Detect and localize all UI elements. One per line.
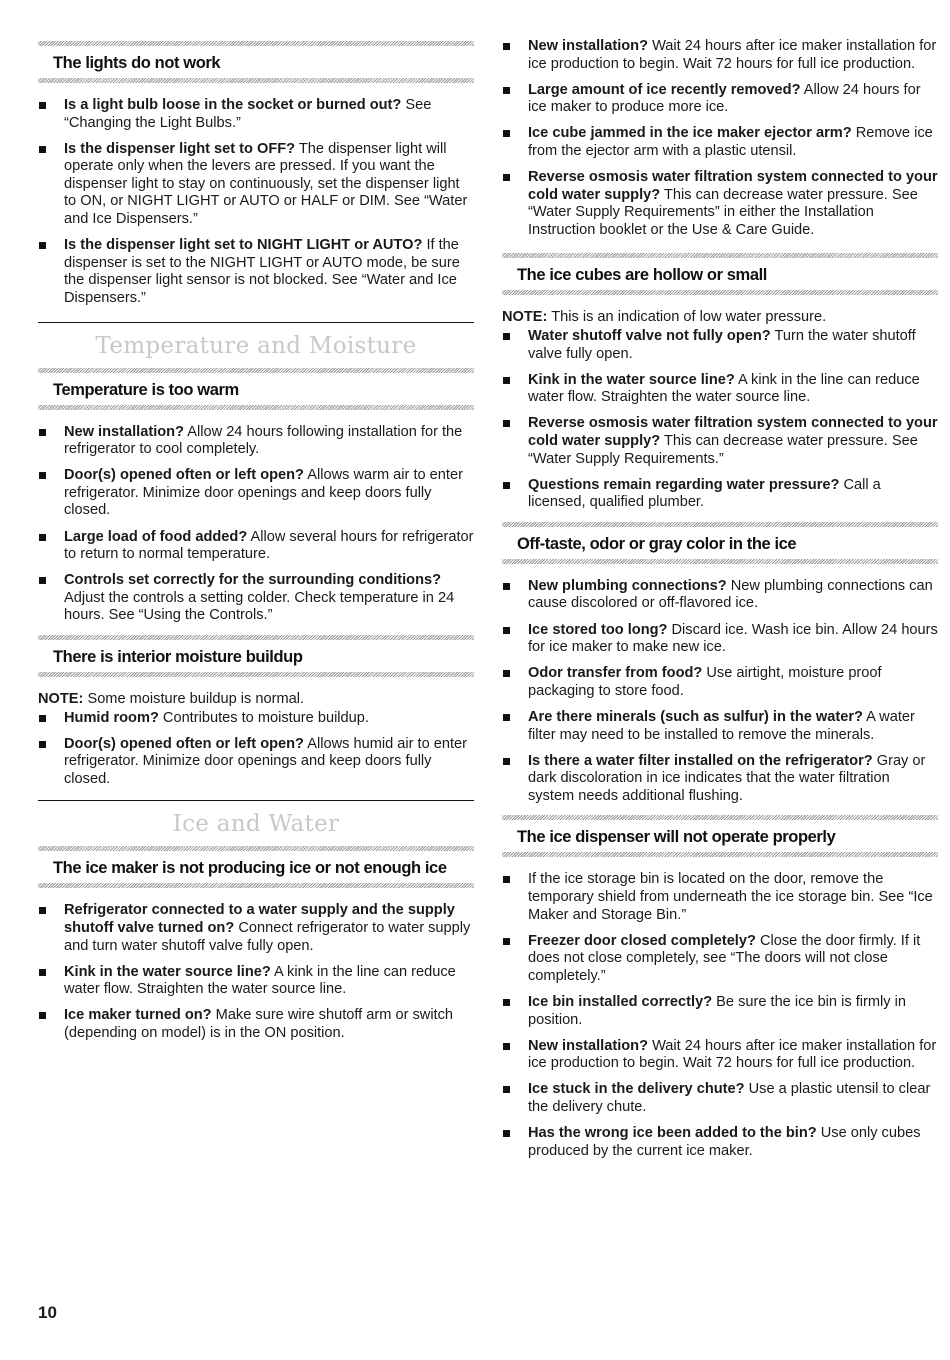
subheading-off-taste: Off-taste, odor or gray color in the ice bbox=[517, 534, 797, 553]
list-item: Questions remain regarding water pressure? Call a licensed, qualified plumber. bbox=[502, 477, 938, 512]
list-item: Large amount of ice recently removed? Allow 24 hours for ice maker to produce more ice. bbox=[502, 82, 938, 117]
list-item: Kink in the water source line? A kink in the line can reduce water flow. Straighten the water source line. bbox=[38, 964, 474, 999]
hollow-ice-list bbox=[502, 328, 938, 512]
list-item: New plumbing connections? New plumbing connections can cause discolored or off-flavored ice. bbox=[502, 578, 938, 613]
list-item: Has the wrong ice been added to the bin? Use only cubes produced by the current ice maker. bbox=[502, 1125, 938, 1160]
list-item: Reverse osmosis water filtration system connected to your cold water supply? This can decrease water pressure. See “Water Supply Requirements” in either the Installation Instruction booklet or the Use & Care Guide. bbox=[502, 169, 938, 239]
list-item: Reverse osmosis water filtration system connected to your cold water supply? This can decrease water pressure. See “Water Supply Requirements.” bbox=[502, 415, 938, 468]
hatch-divider bbox=[38, 41, 474, 46]
section-heading-ice-water: Ice and Water bbox=[172, 811, 340, 838]
list-item: Is the dispenser light set to OFF? The dispenser light will operate only when the levers are pressed. If you want the dispenser light to stay on continuously, set the dispenser light to ON, or NIGHT LIGHT or AUTO or HALF or DIM. See “Water and Ice Dispensers.” bbox=[38, 141, 474, 229]
list-item: Ice bin installed correctly? Be sure the ice bin is firmly in position. bbox=[502, 994, 938, 1029]
lights-list bbox=[38, 97, 474, 308]
subheading-hollow-ice: The ice cubes are hollow or small bbox=[517, 266, 767, 285]
continued-list bbox=[502, 38, 938, 239]
too-warm-list bbox=[38, 424, 474, 625]
list-item: Odor transfer from food? Use airtight, moisture proof packaging to store food. bbox=[502, 665, 938, 700]
moisture-list bbox=[38, 710, 474, 789]
list-item: Water shutoff valve not fully open? Turn the water shutoff valve fully open. bbox=[502, 328, 938, 363]
hatch-divider bbox=[38, 883, 474, 888]
list-item: Door(s) opened often or left open? Allows warm air to enter refrigerator. Minimize door openings and keep doors fully closed. bbox=[38, 467, 474, 520]
list-item: Kink in the water source line? A kink in the line can reduce water flow. Straighten the water source line. bbox=[502, 372, 938, 407]
hatch-divider bbox=[502, 253, 938, 258]
list-item: New installation? Wait 24 hours after ice maker installation for ice production to begin. Wait 72 hours for full ice production. bbox=[502, 38, 938, 73]
left-column bbox=[38, 0, 474, 1051]
hatch-divider bbox=[502, 815, 938, 820]
not-enough-ice-list bbox=[38, 902, 474, 1042]
page-number: 10 bbox=[38, 1303, 57, 1322]
right-column bbox=[502, 0, 938, 1169]
hatch-divider bbox=[38, 368, 474, 373]
list-item: New installation? Wait 24 hours after ice maker installation for ice production to begin. Wait 72 hours for full ice production. bbox=[502, 1038, 938, 1073]
section-heading-temperature-moisture: Temperature and Moisture bbox=[95, 332, 417, 359]
list-item: Humid room? Contributes to moisture buildup. bbox=[38, 710, 474, 728]
list-item: Ice stuck in the delivery chute? Use a plastic utensil to clear the delivery chute. bbox=[502, 1081, 938, 1116]
list-item: New installation? Allow 24 hours following installation for the refrigerator to cool completely. bbox=[38, 424, 474, 459]
list-item: Large load of food added? Allow several hours for refrigerator to return to normal temperature. bbox=[38, 529, 474, 564]
list-item: Is there a water filter installed on the refrigerator? Gray or dark discoloration in ice indicates that the water filtration system needs additional flushing. bbox=[502, 753, 938, 806]
hatch-divider bbox=[502, 522, 938, 527]
hatch-divider bbox=[38, 635, 474, 640]
off-taste-list bbox=[502, 578, 938, 806]
subheading-not-enough-ice: The ice maker is not producing ice or not enough ice bbox=[53, 859, 447, 878]
note: NOTE: This is an indication of low water pressure. bbox=[502, 309, 827, 326]
list-item: If the ice storage bin is located on the door, remove the temporary shield from underneath the ice storage bin. See “Ice Maker and Storage Bin.” bbox=[502, 871, 938, 924]
hatch-divider bbox=[38, 405, 474, 410]
hatch-divider bbox=[502, 290, 938, 295]
list-item: Ice cube jammed in the ice maker ejector arm? Remove ice from the ejector arm with a plastic utensil. bbox=[502, 125, 938, 160]
list-item: Is a light bulb loose in the socket or burned out? See “Changing the Light Bulbs.” bbox=[38, 97, 474, 132]
hatch-divider bbox=[38, 846, 474, 851]
hatch-divider bbox=[38, 672, 474, 677]
list-item: Ice maker turned on? Make sure wire shutoff arm or switch (depending on model) is in the ON position. bbox=[38, 1007, 474, 1042]
hatch-divider bbox=[38, 78, 474, 83]
hatch-divider bbox=[502, 559, 938, 564]
note: NOTE: Some moisture buildup is normal. bbox=[38, 690, 305, 707]
list-item: Refrigerator connected to a water supply and the supply shutoff valve turned on? Connect refrigerator to water supply and turn water shutoff valve fully open. bbox=[38, 902, 474, 955]
list-item: Are there minerals (such as sulfur) in the water? A water filter may need to be installed to remove the minerals. bbox=[502, 709, 938, 744]
subheading-dispenser: The ice dispenser will not operate properly bbox=[517, 828, 836, 847]
list-item: Ice stored too long? Discard ice. Wash ice bin. Allow 24 hours for ice maker to make new ice. bbox=[502, 622, 938, 657]
subheading-moisture: There is interior moisture buildup bbox=[53, 647, 303, 666]
list-item: Is the dispenser light set to NIGHT LIGHT or AUTO? If the dispenser is set to the NIGHT LIGHT or AUTO mode, be sure the dispenser light sensor is not blocked. See “Water and Ice Dispensers.” bbox=[38, 237, 474, 307]
dispenser-list bbox=[502, 871, 938, 1160]
hatch-divider bbox=[502, 852, 938, 857]
list-item: Freezer door closed completely? Close the door firmly. If it does not close completely, see “The doors will not close completely.” bbox=[502, 933, 938, 986]
list-item: Door(s) opened often or left open? Allows humid air to enter refrigerator. Minimize door openings and keep doors fully closed. bbox=[38, 736, 474, 789]
subheading-too-warm: Temperature is too warm bbox=[53, 380, 239, 399]
list-item: Controls set correctly for the surrounding conditions? Adjust the controls a setting colder. Check temperature in 24 hours. See “Using the Controls.” bbox=[38, 572, 474, 625]
subheading-lights: The lights do not work bbox=[53, 54, 221, 72]
